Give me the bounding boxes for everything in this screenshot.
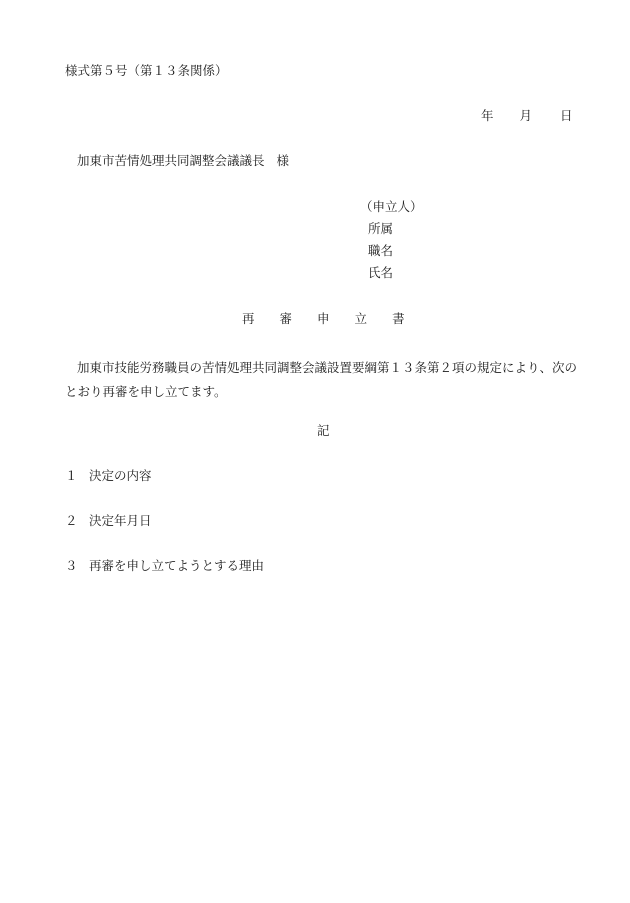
day-label: 日 [560,108,573,123]
item-number: ３ [65,558,78,573]
document-title [242,313,405,326]
form-number: 様式第５号（第１３条関係） [65,63,228,78]
year-label: 年 [481,108,494,123]
item-label: 決定年月日 [89,513,152,528]
applicant-block [360,200,423,288]
item-label: 再審を申し立てようとする理由 [89,558,265,573]
ki-heading: 記 [317,423,330,438]
title-char: 審 [279,311,293,326]
title-char: 再 [242,311,255,326]
item-number: ２ [65,513,78,528]
title-char: 立 [354,311,368,326]
position-label: 職名 [368,243,394,258]
date-line [481,110,573,123]
title-char: 書 [392,311,405,326]
item-number: １ [65,468,78,483]
list-item [65,515,152,528]
name-label: 氏名 [368,265,394,280]
body-paragraph: 加東市技能労務職員の苦情処理共同調整会議設置要綱第１３条第２項の規定により、次のとおり再審を申し立てます。 [65,360,578,399]
addressee [77,155,289,168]
addressee-honorific: 様 [276,153,290,168]
month-label: 月 [519,108,533,123]
title-char: 申 [317,311,330,326]
addressee-name: 加東市苦情処理共同調整会議議長 [77,153,265,168]
applicant-heading: （申立人） [360,199,423,214]
affiliation-label: 所属 [368,221,394,236]
list-item [65,560,264,573]
item-label: 決定の内容 [89,468,152,483]
list-item [65,470,152,483]
